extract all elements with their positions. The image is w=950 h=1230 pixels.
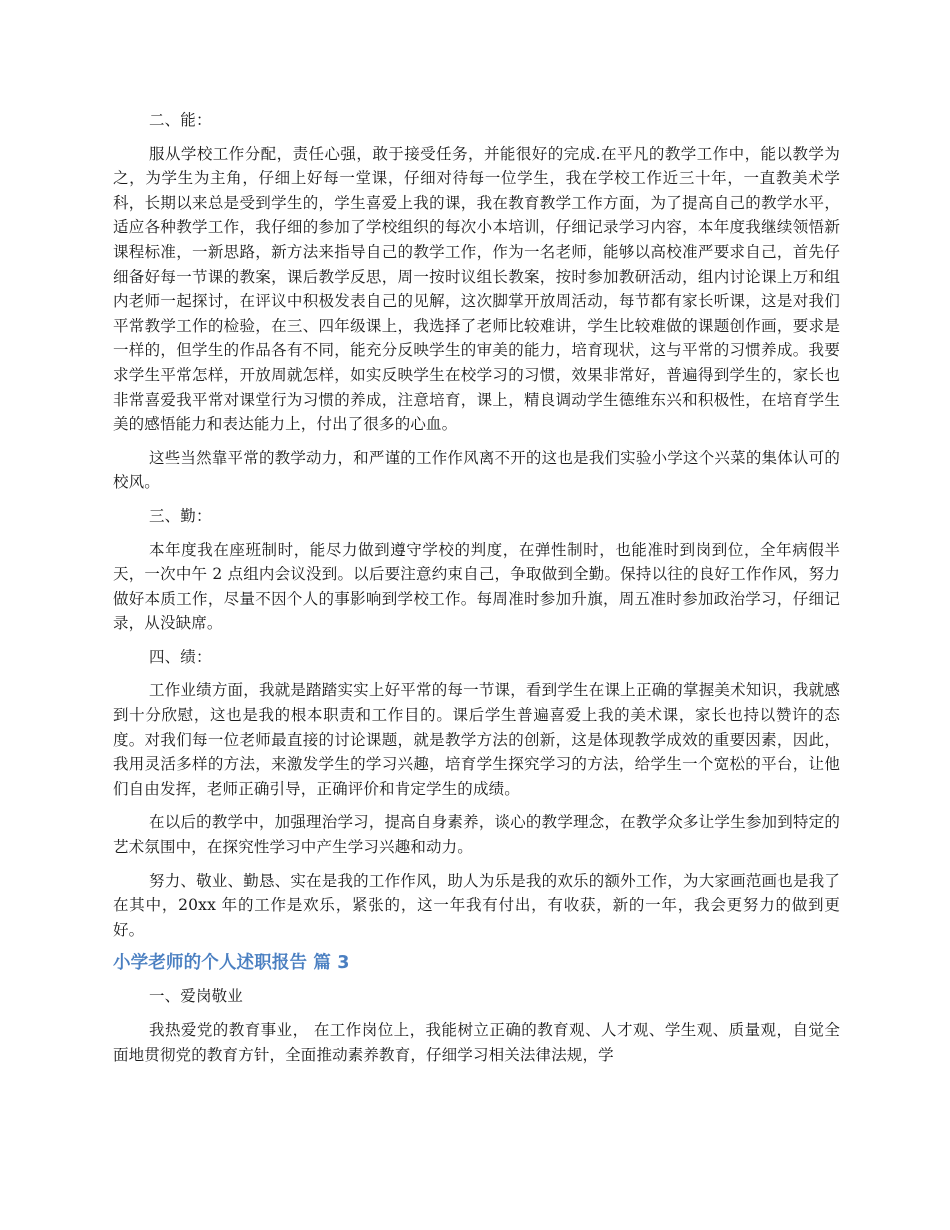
paragraph: 工作业绩方面，我就是踏踏实实上好平常的每一节课，看到学生在课上正确的掌握美术知识，我就感到十分欣慰，这也是我的根本职责和工作目的。课后学生普遍喜爱上我的美术课，家长也持以赞许的态度。对我们每一位老师最直接的讨论课题，就是教学方法的创新，这是体现教学成效的重要因素，因此，我用灵活多样的方法，来激发学生的学习兴趣，培育学生探究学习的方法，给学生一个宽松的平台，让他们自由发挥，老师正确引导，正确评价和肯定学生的成绩。 bbox=[113, 681, 840, 798]
section-title-aigang: 一、爱岗敬业 bbox=[149, 987, 243, 1006]
paragraph: 服从学校工作分配，责任心强，敢于接受任务，并能很好的完成.在平凡的教学工作中，能以教学为之，为学生为主角，仔细上好每一堂课，仔细对待每一位学生，我在学校工作近三十年，一直教美术学科，长期以来总是受到学生的，学生喜爱上我的课，我在教育教学工作方面，为了提高自己的教学水平，适应各种教学工作，我仔细的参加了学校组织的每次小本培训，仔细记录学习内容，本年度我继续领悟新课程标准，一新思路，新方法来指导自己的教学工作，作为一名老师，能够以高校准严要求自己，首先仔细备好每一节课的教案，课后教学反思，周一按时议组长教案，按时参加教研活动，组内讨论课上万和组内老师一起探讨，在评议中积极发表自己的见解，这次脚掌开放周活动，每节都有家长听课，这是对我们平常教学工作的检验，在三、四年级课上，我选择了老师比较难讲，学生比较难做的课题创作画，要求是一样的，但学生的作品各有不同，能充分反映学生的审美的能力，培育现状，这与平常的习惯养成。我要求学生平常怎样，开放周就怎样，如实反映学生在校学习的习惯，效果非常好，普遍得到学生的，家长也非常喜爱我平常对课堂行为习惯的养成，注意培育，课上，精良调动学生德维东兴和积极性，在培育学生美的感悟能力和表达能力上，付出了很多的心血。 bbox=[113, 144, 840, 434]
article-heading: 小学老师的个人述职报告 篇 3 bbox=[113, 953, 350, 974]
section-title-ji: 四、绩： bbox=[149, 647, 212, 666]
document-body bbox=[113, 108, 840, 1067]
paragraph: 努力、敬业、勤恳、实在是我的工作作风，助人为乐是我的欢乐的额外工作，为大家画范画也是我了在其中，20xx 年的工作是欢乐，紧张的，这一年我有付出，有收获，新的一年，我会更努力的做到更好。 bbox=[113, 871, 840, 939]
paragraph: 我热爱党的教育事业， 在工作岗位上，我能树立正确的教育观、人才观、学生观、质量观，自觉全面地贯彻党的教育方针，全面推动素养教育，仔细学习相关法律法规，学 bbox=[113, 1021, 840, 1064]
paragraph: 这些当然靠平常的教学动力，和严谨的工作作风离不开的这也是我们实验小学这个兴菜的集体认可的校风。 bbox=[113, 448, 840, 492]
paragraph: 本年度我在座班制时，能尽力做到遵守学校的判度，在弹性制时，也能准时到岗到位，全年病假半天，一次中午 2 点组内会议没到。以后要注意约束自己，争取做到全勤。保持以往的良好工作作风，努力做好本质工作，尽量不因个人的事影响到学校工作。每周准时参加升旗，周五准时参加政治学习，仔细记录，从没缺席。 bbox=[113, 540, 840, 633]
section-title-qin: 三、勤： bbox=[149, 506, 212, 525]
section-title-neng: 二、能： bbox=[149, 111, 212, 129]
paragraph: 在以后的教学中，加强理治学习，提高自身素养，谈心的教学理念，在教学众多让学生参加到特定的艺术氛围中，在探究性学习中产生学习兴趣和动力。 bbox=[113, 813, 840, 857]
